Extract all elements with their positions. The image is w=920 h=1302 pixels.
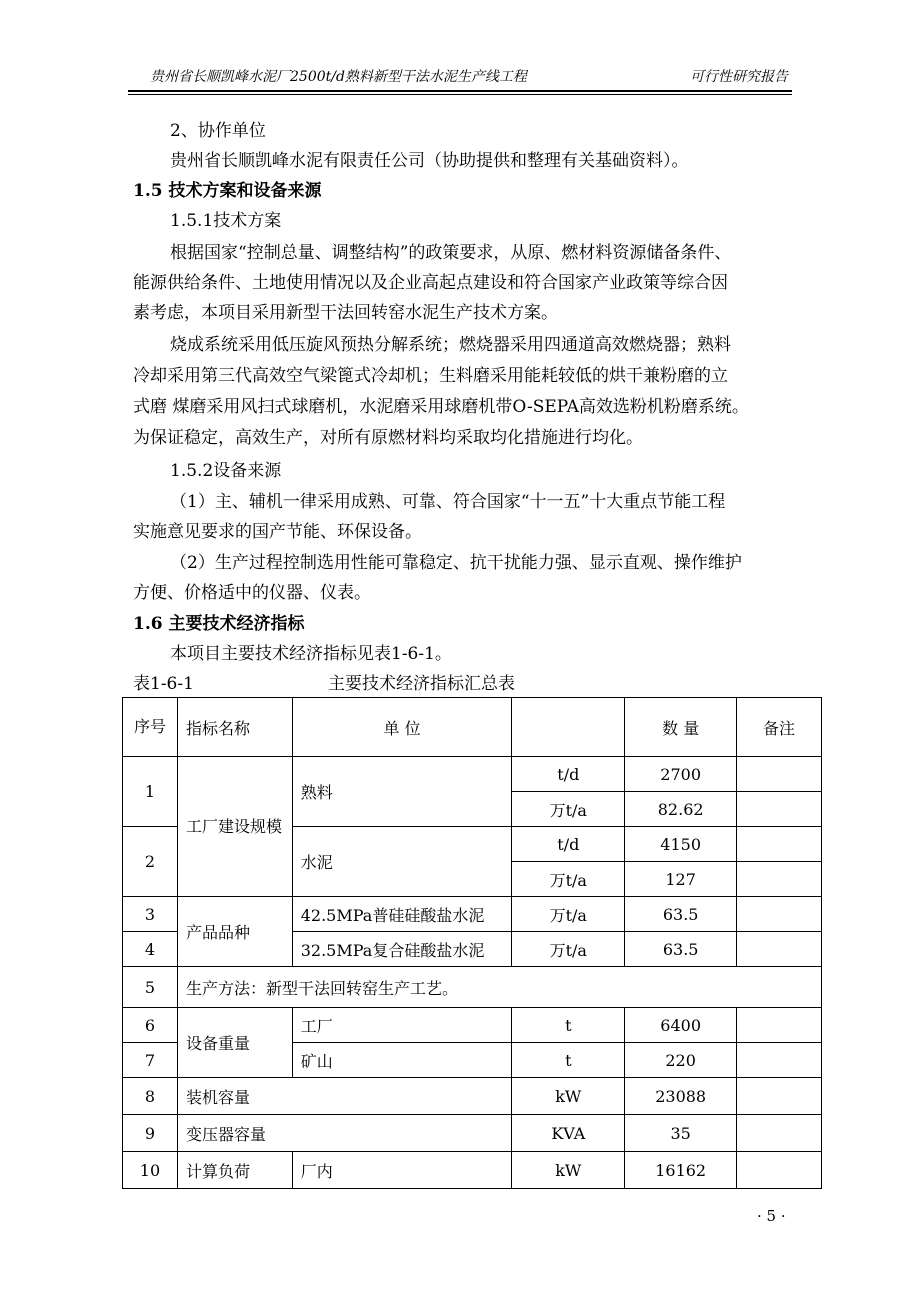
row-no: 3: [123, 897, 178, 932]
row-unit: 万t/a: [512, 862, 625, 897]
row-value: 63.5: [625, 897, 737, 932]
row-name: 计算负荷: [177, 1152, 292, 1189]
row-no: 5: [123, 967, 178, 1008]
paragraph: 烧成系统采用低压旋风预热分解系统；燃烧器采用四通道高效燃烧器；熟料: [170, 335, 731, 355]
row-note: [737, 1008, 822, 1043]
row-note: [737, 932, 822, 967]
row-sub: 42.5MPa普硅硅酸盐水泥: [292, 897, 512, 932]
row-no: 9: [123, 1115, 178, 1152]
row-no: 4: [123, 932, 178, 967]
table-header-row: [123, 698, 822, 757]
table-row: [123, 757, 822, 792]
row-note: [737, 827, 822, 862]
section-heading: 1.5 技术方案和设备来源: [133, 181, 322, 201]
row-no: 8: [123, 1078, 178, 1115]
page-number: · 5 ·: [757, 1207, 786, 1225]
paragraph: （1）主、辅机一律采用成熟、可靠、符合国家“十一五”十大重点节能工程: [170, 492, 726, 512]
row-sub: 矿山: [292, 1043, 512, 1078]
row-unit: 万t/a: [512, 897, 625, 932]
row-sub: 水泥: [292, 827, 512, 897]
header-left: 贵州省长顺凯峰水泥厂2500t/d熟料新型干法水泥生产线工程: [150, 69, 527, 85]
paragraph: 素考虑，本项目采用新型干法回转窑水泥生产技术方案。: [133, 303, 558, 323]
row-no: 10: [123, 1152, 178, 1189]
row-no: 2: [123, 827, 178, 897]
table-row: [123, 1152, 822, 1189]
header-right: 可行性研究报告: [690, 69, 788, 85]
row-note: [737, 1115, 822, 1152]
table-row: [123, 967, 822, 1008]
row-sub: 32.5MPa复合硅酸盐水泥: [292, 932, 512, 967]
table-row: [123, 1008, 822, 1043]
row-name: 工厂建设规模: [177, 757, 292, 897]
row-value: 6400: [625, 1008, 737, 1043]
paragraph: 2、协作单位: [170, 121, 266, 141]
table-row: [123, 1078, 822, 1115]
paragraph: 为保证稳定，高效生产，对所有原燃材料均采取均化措施进行均化。: [133, 428, 643, 448]
header-unit-blank: [512, 698, 625, 757]
row-value: 82.62: [625, 792, 737, 827]
row-unit: t/d: [512, 757, 625, 792]
row-value: 2700: [625, 757, 737, 792]
row-note: [737, 897, 822, 932]
row-value: 127: [625, 862, 737, 897]
row-sub: 熟料: [292, 757, 512, 827]
row-note: [737, 1078, 822, 1115]
subsection-heading: 1.5.1技术方案: [170, 211, 282, 231]
row-unit: 万t/a: [512, 932, 625, 967]
table-title: 主要技术经济指标汇总表: [328, 674, 515, 694]
paragraph: 方便、价格适中的仪器、仪表。: [133, 583, 371, 603]
row-note: [737, 1043, 822, 1078]
row-unit: 万t/a: [512, 792, 625, 827]
row-unit: t: [512, 1008, 625, 1043]
row-name: 产品品种: [177, 897, 292, 967]
row-name: 装机容量: [177, 1078, 511, 1115]
row-text: 生产方法：新型干法回转窑生产工艺。: [177, 967, 821, 1008]
row-note: [737, 792, 822, 827]
row-unit: t/d: [512, 827, 625, 862]
header-qty: 数 量: [625, 698, 737, 757]
row-unit: t: [512, 1043, 625, 1078]
row-no: 6: [123, 1008, 178, 1043]
row-value: 16162: [625, 1152, 737, 1189]
header-rule-thin: [128, 94, 792, 95]
paragraph: 根据国家“控制总量、调整结构”的政策要求，从原、燃材料资源储备条件、: [170, 243, 732, 263]
row-note: [737, 757, 822, 792]
header-rule: [128, 90, 792, 92]
row-value: 35: [625, 1115, 737, 1152]
row-sub: 厂内: [292, 1152, 512, 1189]
header-seq: 序号: [123, 698, 178, 757]
row-no: 7: [123, 1043, 178, 1078]
row-note: [737, 862, 822, 897]
section-heading: 1.6 主要技术经济指标: [133, 614, 305, 634]
row-name: 设备重量: [177, 1008, 292, 1078]
row-no: 1: [123, 757, 178, 827]
header-unit: 单 位: [292, 698, 512, 757]
row-unit: KVA: [512, 1115, 625, 1152]
row-name: 变压器容量: [177, 1115, 511, 1152]
row-unit: kW: [512, 1078, 625, 1115]
row-sub: 工厂: [292, 1008, 512, 1043]
header-note: 备注: [737, 698, 822, 757]
row-value: 23088: [625, 1078, 737, 1115]
paragraph: （2）生产过程控制选用性能可靠稳定、抗干扰能力强、显示直观、操作维护: [170, 553, 742, 573]
table-number: 表1-6-1: [133, 674, 194, 694]
paragraph: 实施意见要求的国产节能、环保设备。: [133, 522, 422, 542]
paragraph: 贵州省长顺凯峰水泥有限责任公司（协助提供和整理有关基础资料）。: [170, 151, 689, 171]
row-unit: kW: [512, 1152, 625, 1189]
subsection-heading: 1.5.2设备来源: [170, 461, 282, 481]
header-name: 指标名称: [177, 698, 292, 757]
paragraph: 能源供给条件、土地使用情况以及企业高起点建设和符合国家产业政策等综合因: [133, 273, 728, 293]
paragraph: 式磨 煤磨采用风扫式球磨机，水泥磨采用球磨机带O-SEPA高效选粉机粉磨系统。: [133, 397, 749, 417]
table-row: [123, 1115, 822, 1152]
indicator-table: [122, 697, 822, 1189]
row-value: 63.5: [625, 932, 737, 967]
table-row: [123, 897, 822, 932]
row-value: 4150: [625, 827, 737, 862]
row-value: 220: [625, 1043, 737, 1078]
paragraph: 本项目主要技术经济指标见表1-6-1。: [170, 644, 452, 664]
row-note: [737, 1152, 822, 1189]
paragraph: 冷却采用第三代高效空气梁篦式冷却机；生料磨采用能耗较低的烘干兼粉磨的立: [133, 366, 728, 386]
